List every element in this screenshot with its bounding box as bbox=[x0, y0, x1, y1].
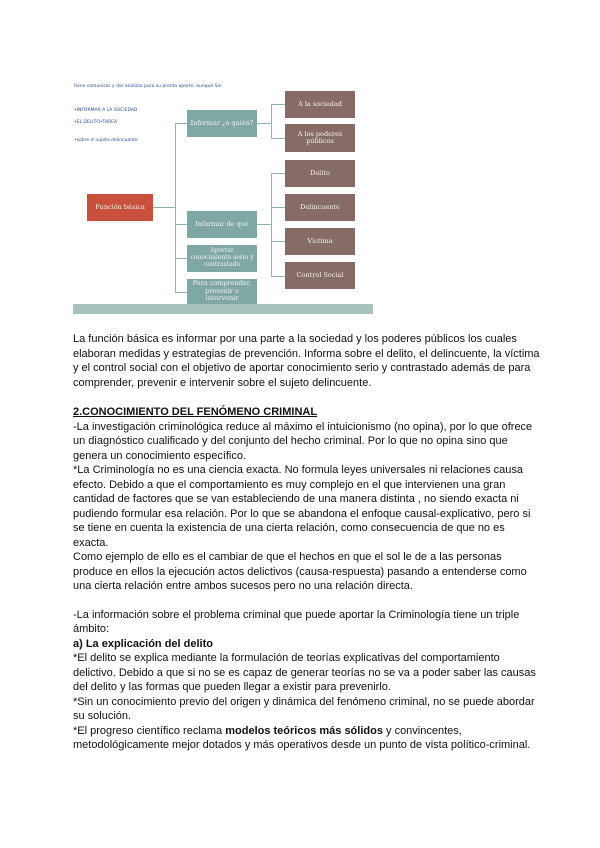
diagram-node-delito: Delito bbox=[285, 160, 355, 187]
paragraph bbox=[73, 724, 543, 753]
connector bbox=[257, 123, 271, 124]
paragraph: *El delito se explica mediante la formulación de teorías explicativas del comportamiento delictivo. Debido a que si no se es capaz de generar teorías no se va a poder saber las causas del delito y las formas que pueden llegar a existir para prevenirlo. bbox=[73, 652, 536, 693]
diagram-node-control-social: Control Social bbox=[285, 262, 355, 289]
paragraph: *La Criminología no es una ciencia exacta. No formula leyes universales ni relaciones causa efecto. Debido a que el comportamiento es muy complejo en el que intervienen una gran cantidad de factores que se van estableciendo de una manera distinta , no siendo exacta ni pudiendo formular esa relación. Por lo que se abandona el enfoque causal-explicativo, pero si se tiene en cuenta la existencia de una cierta relación, como consecuencia de que no es exacta. bbox=[73, 464, 531, 549]
connector bbox=[175, 258, 187, 259]
connector bbox=[175, 123, 176, 293]
diagram-node-poderes-publicos: A los poderes públicos bbox=[285, 124, 355, 152]
intro-paragraph bbox=[73, 332, 543, 390]
connector bbox=[271, 173, 272, 276]
diagram-node-informar-a-quien: Informar ¿a quién? bbox=[187, 110, 257, 137]
connector bbox=[153, 207, 175, 208]
section-2 bbox=[73, 405, 543, 753]
diagram-node-delincuente: Delincuente bbox=[285, 194, 355, 221]
paragraph: *Sin un conocimiento previo del origen y dinámica del fenómeno criminal, no se puede abordar su solución. bbox=[73, 695, 535, 722]
connector bbox=[175, 224, 187, 225]
function-diagram bbox=[0, 0, 600, 320]
connector bbox=[271, 138, 285, 139]
diagram-node-informar-de-que: Informar de qué bbox=[187, 211, 257, 238]
paragraph: La función básica es informar por una parte a la sociedad y los poderes públicos los cuales elaboran medidas y estrategias de prevención. Informa sobre el delito, el delincuente, la víctima y el control social con el objetivo de aportar conocimiento serio y contrastado además de para comprender, prevenir e intervenir sobre el sujeto delincuente. bbox=[73, 333, 540, 389]
diagram-baseline-bar bbox=[73, 304, 373, 314]
connector bbox=[271, 104, 272, 138]
diagram-node-victima: Víctima bbox=[285, 228, 355, 255]
diagram-note: •INFORMAR A LA SOCIEDAD bbox=[74, 108, 138, 113]
diagram-note: •EL DELITO•TAREA bbox=[74, 120, 118, 125]
diagram-node-aportar-conocimiento: Aportar conocimiento serio y contrastado bbox=[187, 245, 257, 272]
diagram-note: tiene comunicar y dar analizar para su pronto aporte, aunque Sin bbox=[74, 84, 222, 89]
connector bbox=[271, 104, 285, 105]
diagram-root-node: Función básica bbox=[87, 194, 153, 221]
paragraph: -La investigación criminológica reduce al máximo el intuicionismo (no opina), por lo que ofrece un diagnóstico cualificado y del conjunto del hecho criminal. Por lo que no opina sino que genera un conocimiento específico. bbox=[73, 420, 533, 462]
connector bbox=[271, 207, 285, 208]
diagram-note: •sobre el sujeto delincuente bbox=[74, 138, 138, 143]
bold-text: modelos teóricos más sólidos bbox=[225, 724, 383, 737]
diagram-node-comprender: Para comprender, prevenir e intervenir bbox=[187, 279, 257, 304]
paragraph: -La información sobre el problema criminal que puede aportar la Criminología tiene un triple ámbito: bbox=[73, 608, 520, 635]
subheading: a) La explicación del delito bbox=[73, 637, 213, 650]
text-span: *El progreso científico reclama bbox=[73, 724, 226, 737]
text-span: y convincentes, metodológicamente mejor dotados y más operativos desde un punto de vista político-criminal. bbox=[73, 724, 531, 751]
connector bbox=[257, 224, 271, 225]
connector bbox=[271, 241, 285, 242]
section-heading: 2.CONOCIMIENTO DEL FENÓMENO CRIMINAL bbox=[73, 406, 318, 418]
connector bbox=[271, 276, 285, 277]
connector bbox=[175, 292, 187, 293]
connector bbox=[175, 123, 187, 124]
paragraph: Como ejemplo de ello es el cambiar de que el hechos en que el sol le de a las personas produce en ellos la ejecución actos delictivos (causa-respuesta) pasando a entenderse como una cierta relación entre ambos sucesos pero no una relación directa. bbox=[73, 551, 527, 592]
diagram-node-sociedad: A la sociedad bbox=[285, 91, 355, 118]
connector bbox=[271, 173, 285, 174]
